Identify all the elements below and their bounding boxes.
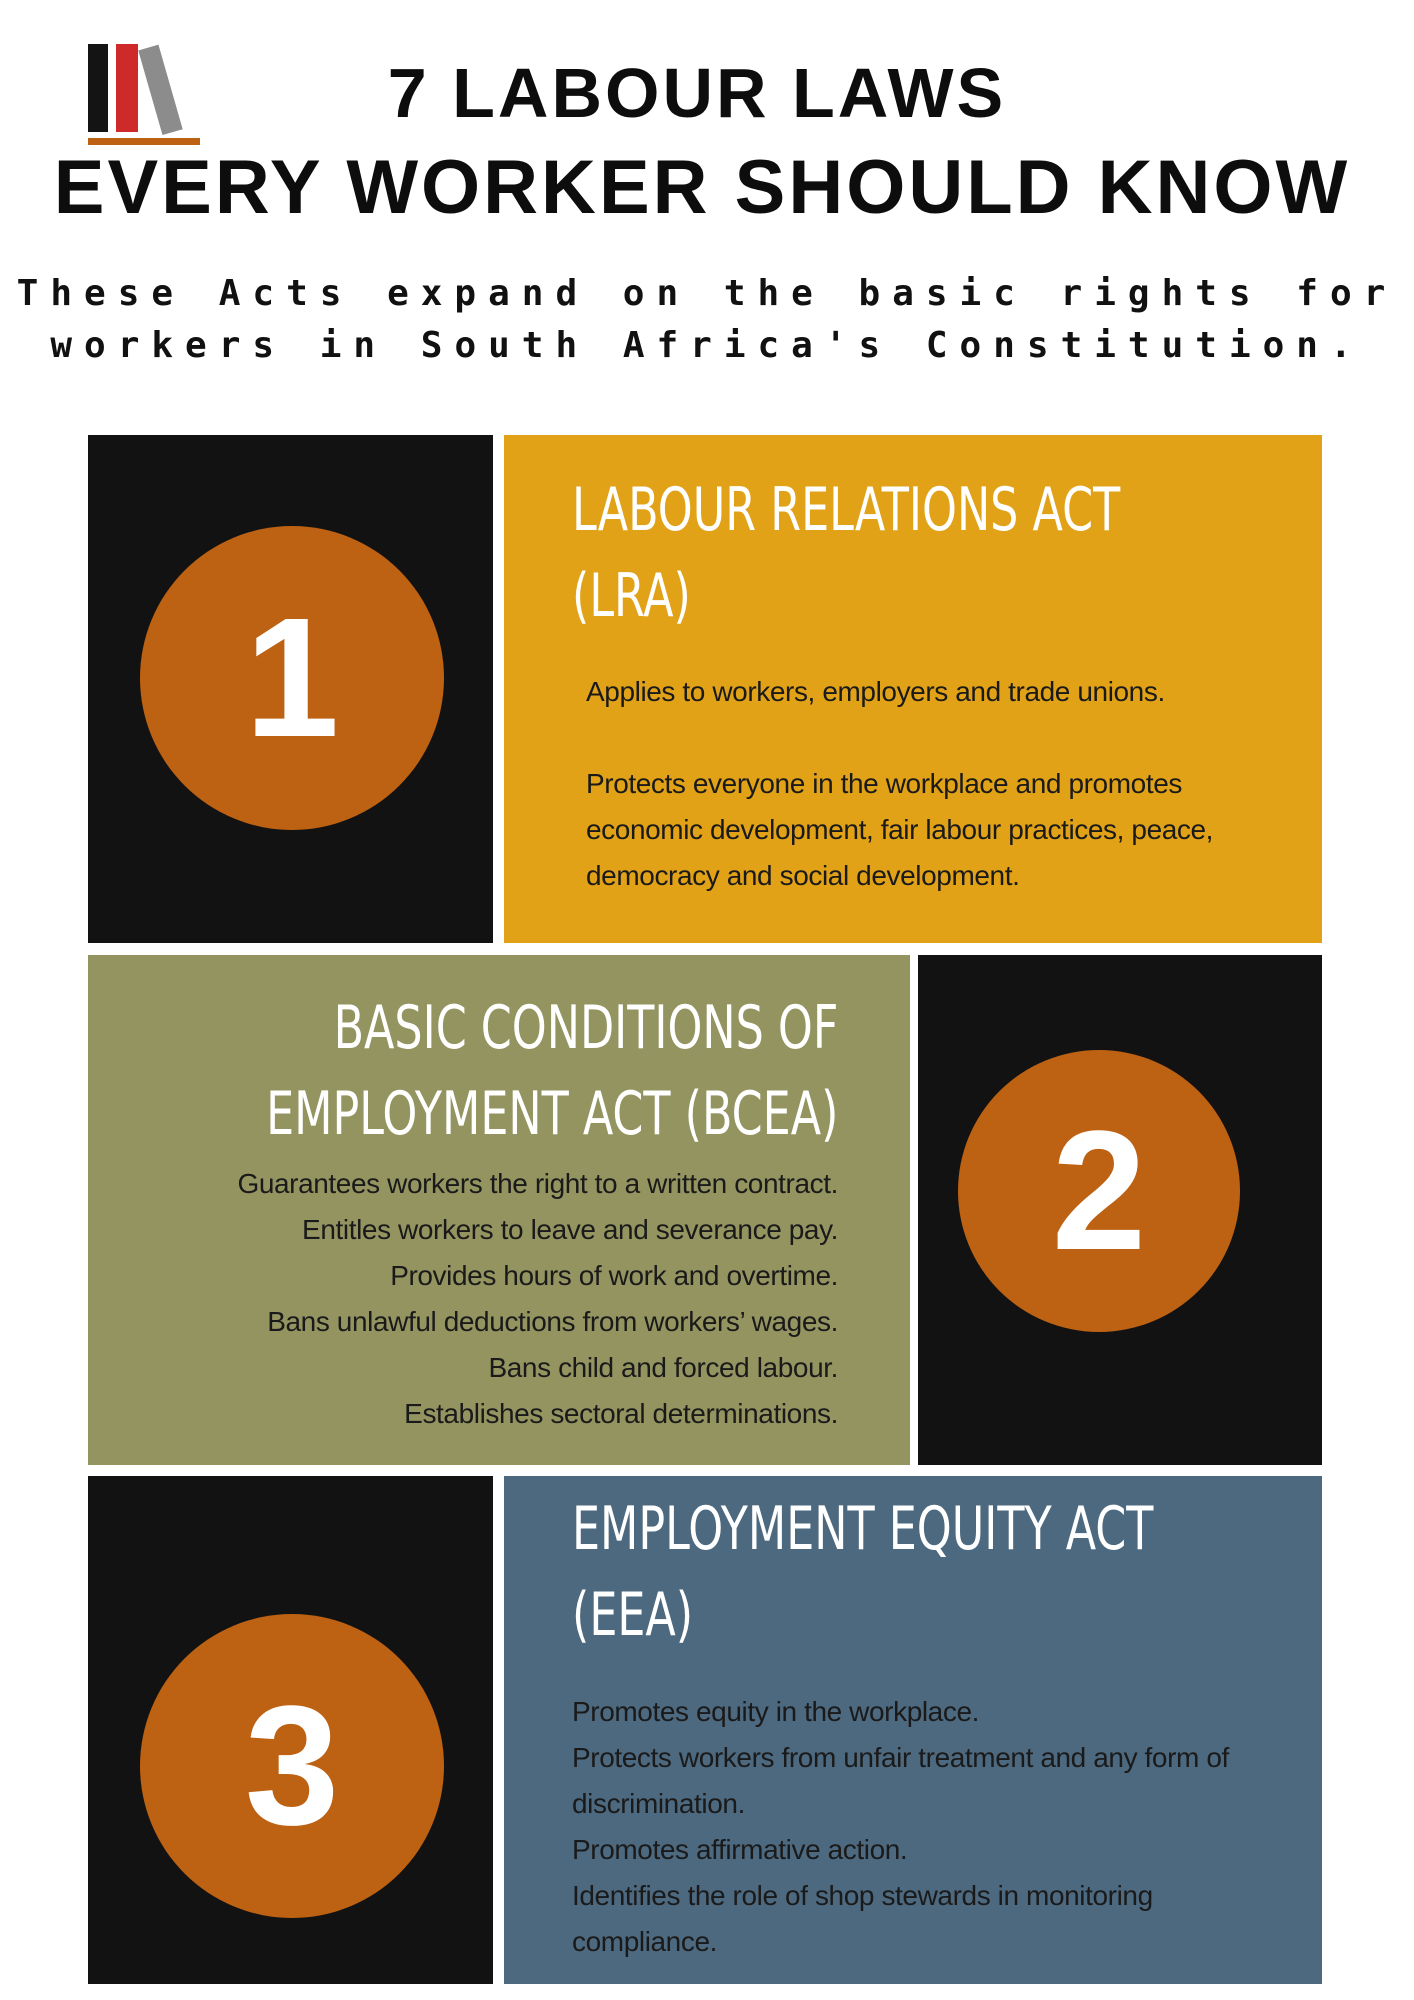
description-line: economic development, fair labour practices, peace, bbox=[586, 814, 1214, 845]
subtitle-line: These Acts expand on the basic rights for bbox=[16, 273, 1398, 314]
heading-line: BASIC CONDITIONS OF bbox=[333, 993, 838, 1063]
heading-line: (EEA) bbox=[572, 1580, 694, 1650]
description-line: Promotes affirmative action. bbox=[572, 1834, 908, 1865]
section-heading bbox=[266, 985, 838, 1157]
section-1-number-circle bbox=[140, 526, 444, 830]
description-line: Protects workers from unfair treatment and any form of bbox=[572, 1742, 1229, 1773]
page-title: 7 LABOUR LAWS bbox=[387, 54, 1007, 132]
description-line: Provides hours of work and overtime. bbox=[390, 1260, 838, 1291]
description-line: democracy and social development. bbox=[586, 860, 1020, 891]
heading-line: LABOUR RELATIONS ACT bbox=[572, 475, 1121, 545]
heading-line: EMPLOYMENT EQUITY ACT bbox=[572, 1494, 1154, 1564]
section-2-content-panel bbox=[88, 955, 910, 1465]
section-description bbox=[237, 1161, 838, 1437]
description-line: Bans unlawful deductions from workers’ wages. bbox=[267, 1306, 838, 1337]
section-number: 2 bbox=[1051, 1096, 1147, 1286]
section-1-content-panel bbox=[504, 435, 1322, 943]
section-heading bbox=[572, 1486, 1153, 1658]
section-number: 1 bbox=[244, 583, 340, 773]
description-line: Protects everyone in the workplace and promotes bbox=[586, 768, 1182, 799]
description-line: compliance. bbox=[572, 1926, 718, 1957]
section-number: 3 bbox=[244, 1671, 340, 1861]
description-line: Identifies the role of shop stewards in monitoring bbox=[572, 1880, 1153, 1911]
section-3-number-circle bbox=[140, 1614, 444, 1918]
description-line: Establishes sectoral determinations. bbox=[404, 1398, 838, 1429]
section-description bbox=[586, 669, 1213, 899]
page-subtitle bbox=[0, 268, 1414, 372]
section-description bbox=[572, 1689, 1229, 1965]
description-line: Guarantees workers the right to a written contract. bbox=[237, 1168, 838, 1199]
section-2-number-circle bbox=[958, 1050, 1240, 1332]
section-heading bbox=[572, 467, 1120, 639]
heading-line: (LRA) bbox=[572, 561, 691, 631]
description-line: Entitles workers to leave and severance pay. bbox=[302, 1214, 838, 1245]
section-1-number-panel bbox=[88, 435, 493, 943]
description-line: Bans child and forced labour. bbox=[488, 1352, 838, 1383]
description-line: Applies to workers, employers and trade unions. bbox=[586, 676, 1165, 707]
description-line: discrimination. bbox=[572, 1788, 745, 1819]
subtitle-line: workers in South Africa's Constitution. bbox=[50, 325, 1364, 366]
heading-line: EMPLOYMENT ACT (BCEA) bbox=[265, 1079, 838, 1149]
description-line: Promotes equity in the workplace. bbox=[572, 1696, 980, 1727]
page-title-line2: EVERY WORKER SHOULD KNOW bbox=[53, 145, 1351, 230]
section-3-content-panel bbox=[504, 1476, 1322, 1984]
section-2-number-panel bbox=[918, 955, 1322, 1465]
section-3-number-panel bbox=[88, 1476, 493, 1984]
